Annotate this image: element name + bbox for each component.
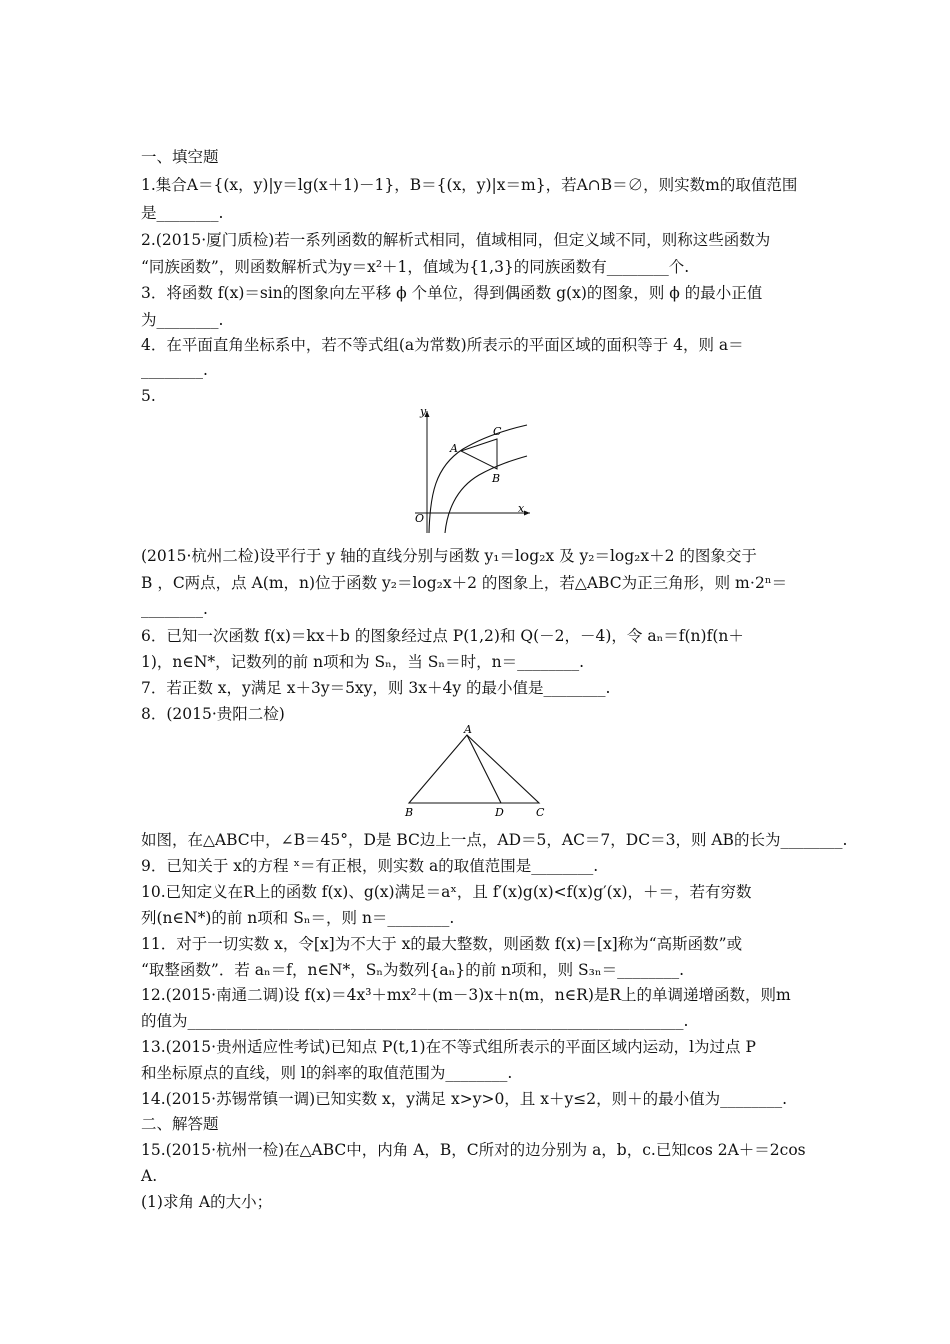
problem-4-line-1: 4．在平面直角坐标系中，若不等式组(a为常数)所表示的平面区域的面积等于 4，则 a＝ [141,336,744,354]
segment-ad [467,735,501,803]
problem-5-line-3: ________. [141,600,208,618]
curve-y2 [429,425,527,533]
problem-3-line-1: 3．将函数 f(x)＝sin的图象向左平移 ϕ 个单位，得到偶函数 g(x)的图象，则 ϕ 的最小正值 [141,284,763,302]
problem-14: 14.(2015·苏锡常镇一调)已知实数 x，y满足 x>y>0，且 x＋y≤2，则＋的最小值为________. [141,1090,788,1108]
problem-1-line-1: 1.集合A＝{(x，y)|y＝lg(x＋1)－1}，B＝{(x，y)|x＝m}，若A∩B＝∅，则实数m的取值范围 [141,176,798,194]
label-a: A [450,442,458,455]
label-c: C [493,425,502,438]
problem-2-line-2: “同族函数”，则函数解析式为y＝x²＋1，值域为{1,3}的同族函数有________个. [141,258,690,276]
problem-5-line-2: B ，C两点，点 A(m，n)位于函数 y₂＝log₂x＋2 的图象上，若△ABC为正三角形，则 m⋅2ⁿ＝ [141,574,788,592]
problem-5-number: 5. [141,387,156,405]
label-origin: O [415,512,425,525]
problem-15-part-1: (1)求角 A的大小； [141,1193,273,1211]
problem-5-line-1: (2015·杭州二检)设平行于 y 轴的直线分别与函数 y₁＝log₂x 及 y₂＝log₂x＋2 的图象交于 [141,547,757,565]
section-heading-answer: 二、解答题 [141,1115,219,1133]
problem-12-line-1: 12.(2015·南通二调)设 f(x)＝4x³＋mx²＋(m－3)x＋n(m，n∈R)是R上的单调递增函数，则m [141,986,791,1004]
problem-12-line-2: 的值为________________________________________________________________. [141,1012,689,1030]
problem-9: 9．已知关于 x的方程 ˣ＝有正根，则实数 a的取值范围是________. [141,857,599,875]
problem-7: 7．若正数 x，y满足 x＋3y＝5xy，则 3x＋4y 的最小值是________. [141,679,611,697]
problem-8-figure [395,725,555,820]
label-b: B [405,806,414,819]
triangle-abc [409,735,539,803]
problem-13-line-2: 和坐标原点的直线，则 l的斜率的取值范围为________. [141,1064,513,1082]
problem-11-line-1: 11．对于一切实数 x，令[x]为不大于 x的最大整数，则函数 f(x)＝[x]称为“高斯函数”或 [141,935,743,953]
label-y: y [420,405,427,418]
problem-8-number: 8．(2015·贵阳二检) [141,705,285,723]
problem-4-line-2: ________. [141,361,208,379]
problem-15-line-1: 15.(2015·杭州一检)在△ABC中，内角 A，B，C所对的边分别为 a，b，c.已知cos 2A＋＝2cos [141,1141,806,1159]
curve-y1 [445,456,527,533]
label-c: C [536,806,545,819]
problem-3-line-2: 为________. [141,311,224,329]
label-d: D [495,806,504,819]
problem-13-line-1: 13.(2015·贵州适应性考试)已知点 P(t,1)在不等式组所表示的平面区域内运动，l为过点 P [141,1038,756,1056]
problem-15-line-2: A. [141,1167,158,1185]
label-a: A [464,725,472,736]
problem-6-line-1: 6．已知一次函数 f(x)＝kx＋b 的图象经过点 P(1,2)和 Q(－2，－4)，令 aₙ＝f(n)f(n＋ [141,627,744,645]
problem-10-line-2: 列(n∈N*)的前 n项和 Sₙ＝，则 n＝________. [141,909,455,927]
label-x: x [518,502,525,515]
problem-2-line-1: 2.(2015·厦门质检)若一系列函数的解析式相同，值域相同，但定义域不同，则称这些函数为 [141,231,771,249]
problem-11-line-2: “取整函数”．若 aₙ＝f，n∈N*，Sₙ为数列{aₙ}的前 n项和，则 S₃ₙ＝________. [141,961,685,979]
triangle-abc [461,439,497,469]
problem-1-line-2: 是________. [141,204,224,222]
x-axis-arrow [524,511,530,516]
problem-6-line-2: 1)，n∈N*，记数列的前 n项和为 Sₙ，当 Sₙ＝时，n＝________. [141,653,584,671]
label-b: B [492,472,501,485]
problem-8-text: 如图，在△ABC中，∠B＝45°，D是 BC边上一点，AD＝5，AC＝7，DC＝3，则 AB的长为________. [141,831,848,849]
problem-10-line-1: 10.已知定义在R上的函数 f(x)、g(x)满足＝aˣ，且 f′(x)g(x)<f(x)g′(x)，＋＝，若有穷数 [141,883,752,901]
problem-5-figure [405,405,535,535]
section-heading-fill-blank: 一、填空题 [141,148,219,166]
